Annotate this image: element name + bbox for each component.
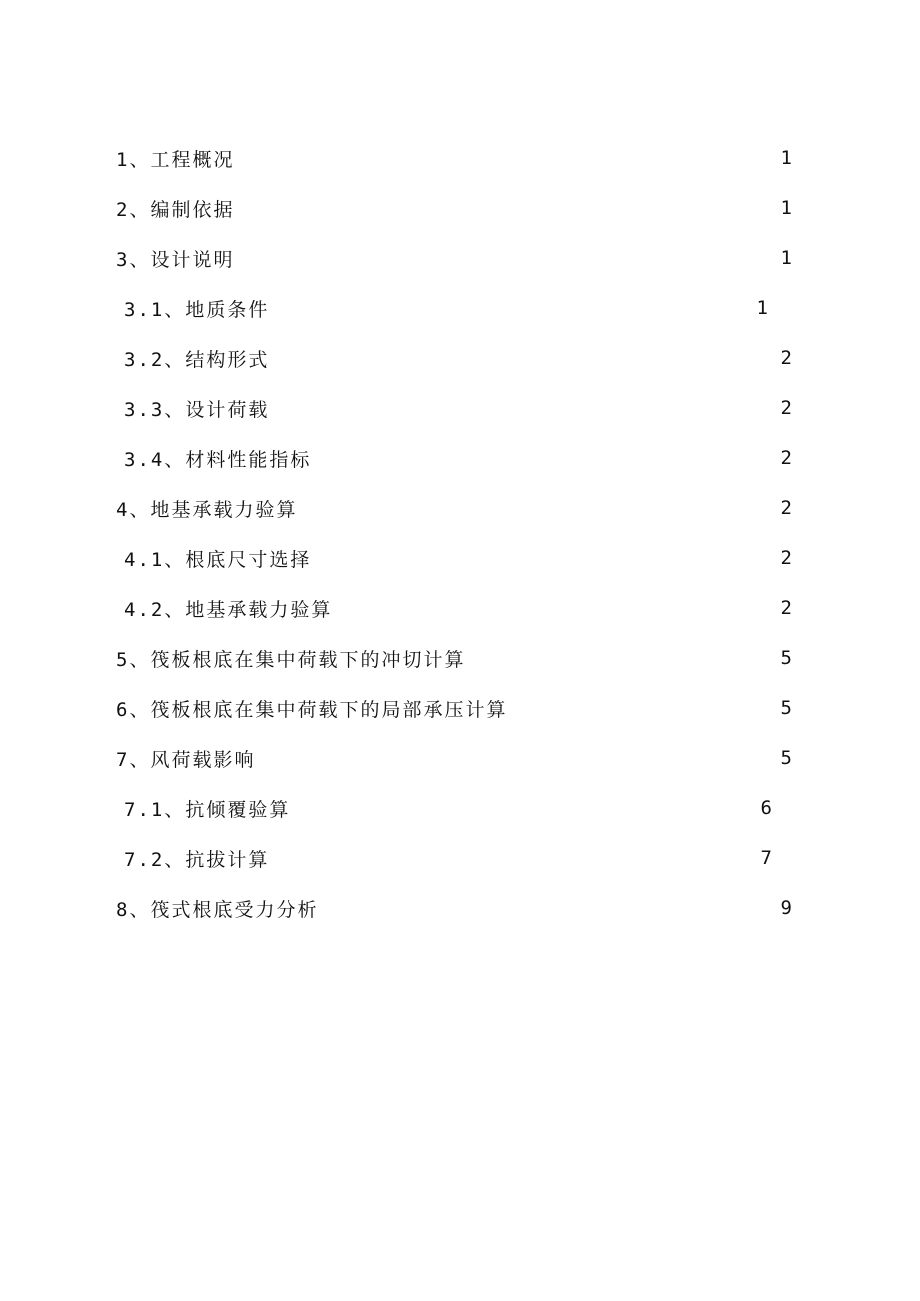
toc-entry-title: 1、工程概况	[116, 148, 235, 171]
toc-entry-title: 3、设计说明	[116, 248, 235, 271]
toc-page-number: 9	[780, 897, 792, 919]
toc-entry-title: 4、地基承载力验算	[116, 498, 298, 521]
dot-leader	[469, 640, 776, 676]
toc-entry-7[interactable]	[116, 740, 792, 776]
toc-entry-7-2[interactable]	[124, 840, 772, 876]
toc-page-number: 2	[780, 397, 792, 419]
toc-page-number: 5	[780, 697, 792, 719]
toc-entry-3-3[interactable]	[124, 390, 792, 426]
toc-entry-title: 7.2、抗拔计算	[124, 848, 270, 871]
toc-entry-6[interactable]	[116, 690, 792, 726]
toc-page-number: 2	[780, 497, 792, 519]
toc-entry-title: 3.2、结构形式	[124, 348, 270, 371]
toc-entry-title: 8、筏式根底受力分析	[116, 898, 319, 921]
toc-entry-4[interactable]	[116, 490, 792, 526]
toc-page-number: 6	[760, 797, 772, 819]
toc-entry-5[interactable]	[116, 640, 792, 676]
toc-entry-title: 5、筏板根底在集中荷载下的冲切计算	[116, 648, 466, 671]
toc-entry-3-4[interactable]	[124, 440, 792, 476]
toc-entry-title: 2、编制依据	[116, 198, 235, 221]
dot-leader	[238, 190, 776, 226]
toc-entry-title: 3.3、设计荷载	[124, 398, 270, 421]
toc-page-number: 1	[780, 197, 792, 219]
dot-leader	[336, 590, 776, 626]
toc-entry-7-1[interactable]	[124, 790, 772, 826]
toc-entry-title: 3.1、地质条件	[124, 298, 270, 321]
toc-entry-4-2[interactable]	[124, 590, 792, 626]
toc-entry-title: 4.1、根底尺寸选择	[124, 548, 312, 571]
dot-leader	[238, 140, 776, 176]
toc-entry-1[interactable]	[116, 140, 792, 176]
dot-leader	[294, 790, 756, 826]
dot-leader	[322, 890, 776, 926]
toc-entry-4-1[interactable]	[124, 540, 792, 576]
dot-leader	[301, 490, 776, 526]
dot-leader	[273, 390, 776, 426]
toc-page-number: 2	[780, 447, 792, 469]
toc-entry-3-2[interactable]	[124, 340, 792, 376]
toc-page-number: 2	[780, 547, 792, 569]
toc-entry-3[interactable]	[116, 240, 792, 276]
dot-leader	[238, 240, 776, 276]
toc-entry-3-1[interactable]	[124, 290, 768, 326]
toc-entry-title: 7.1、抗倾覆验算	[124, 798, 291, 821]
toc-entry-title: 7、风荷载影响	[116, 748, 256, 771]
toc-entry-title: 4.2、地基承载力验算	[124, 598, 333, 621]
dot-leader	[273, 290, 752, 326]
toc-page-number: 5	[780, 647, 792, 669]
toc-entry-2[interactable]	[116, 190, 792, 226]
dot-leader	[315, 540, 776, 576]
toc-page-number: 1	[780, 247, 792, 269]
dot-leader	[273, 840, 756, 876]
toc-entry-title: 6、筏板根底在集中荷载下的局部承压计算	[116, 698, 508, 721]
dot-leader	[315, 440, 776, 476]
toc-entry-title: 3.4、材料性能指标	[124, 448, 312, 471]
toc-entry-8[interactable]	[116, 890, 792, 926]
toc-page-number: 2	[780, 347, 792, 369]
dot-leader	[511, 690, 776, 726]
toc-page-number: 7	[760, 847, 772, 869]
toc-page-number: 2	[780, 597, 792, 619]
toc-page-number: 1	[780, 147, 792, 169]
dot-leader	[259, 740, 776, 776]
toc-page-number: 1	[756, 297, 768, 319]
dot-leader	[273, 340, 776, 376]
toc-page-number: 5	[780, 747, 792, 769]
